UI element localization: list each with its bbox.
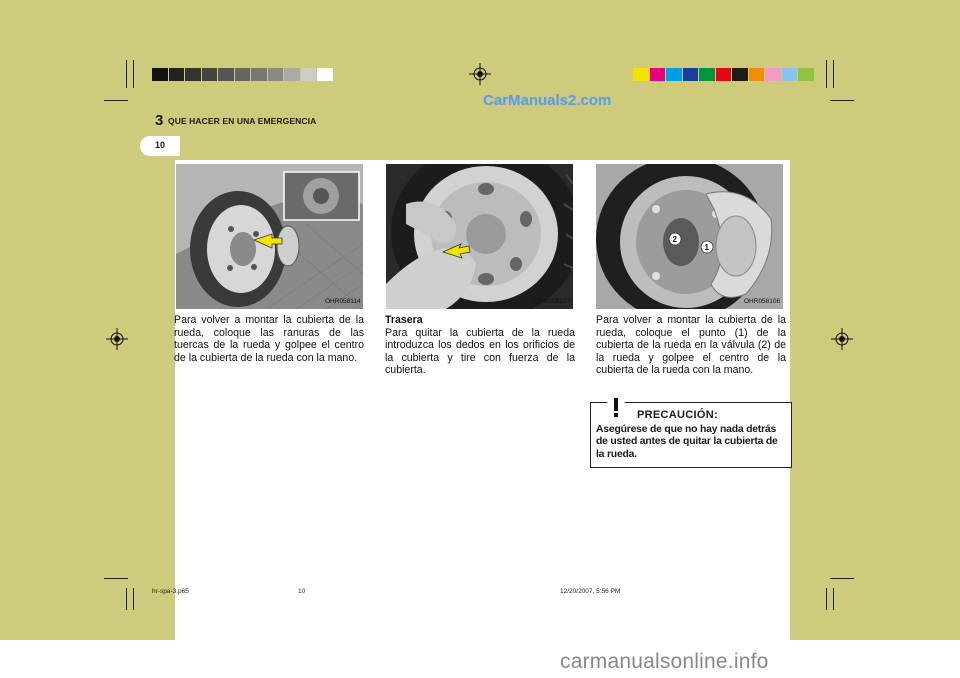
bottom-watermark[interactable]: carmanualsonline.info bbox=[560, 650, 769, 673]
caution-box bbox=[590, 402, 792, 468]
watermark-text[interactable]: CarManuals2.com bbox=[483, 92, 612, 109]
crop-mark bbox=[126, 588, 127, 610]
calibration-swatch bbox=[185, 68, 201, 81]
crop-mark bbox=[104, 578, 128, 579]
calibration-swatch bbox=[732, 68, 748, 81]
color-calibration-bar bbox=[633, 68, 815, 81]
calibration-swatch bbox=[268, 68, 284, 81]
crop-mark bbox=[826, 60, 827, 88]
figure-1-photo bbox=[176, 164, 363, 309]
caution-title: PRECAUCIÓN: bbox=[637, 409, 718, 421]
callout-1: 1 bbox=[704, 243, 709, 252]
crop-mark bbox=[826, 588, 827, 610]
crop-mark bbox=[133, 588, 134, 610]
calibration-swatch bbox=[716, 68, 732, 81]
paragraph-col2-block bbox=[385, 314, 575, 377]
warning-triangle-icon bbox=[597, 389, 635, 421]
paragraph-col2: Para quitar la cubierta de la rueda introduzca los dedos en los orificios de la cubierta y tire con fuerza de la cubierta. bbox=[385, 326, 575, 377]
calibration-swatch bbox=[218, 68, 234, 81]
registration-mark-icon bbox=[469, 63, 491, 85]
footer-file: hr-spa-3.p65 bbox=[152, 588, 189, 595]
calibration-swatch bbox=[202, 68, 218, 81]
crop-mark bbox=[126, 60, 127, 88]
calibration-swatch bbox=[798, 68, 814, 81]
wheel-cover-install-photo-icon bbox=[176, 164, 363, 309]
crop-mark bbox=[833, 588, 834, 610]
paragraph-col3: Para volver a montar la cubierta de la rueda, coloque el punto (1) de la cubierta de la rueda en la válvula (2) de la rueda y golpee el centro de la cubierta de la rueda con la mano. bbox=[596, 314, 786, 377]
calibration-swatch bbox=[235, 68, 251, 81]
calibration-swatch bbox=[633, 68, 649, 81]
calibration-swatch bbox=[782, 68, 798, 81]
figure-1-code: OHR058114 bbox=[325, 298, 361, 305]
calibration-swatch bbox=[765, 68, 781, 81]
grayscale-calibration-bar bbox=[152, 68, 334, 81]
figure-2-photo bbox=[386, 164, 573, 309]
registration-mark-icon bbox=[831, 328, 853, 350]
calibration-swatch bbox=[650, 68, 666, 81]
crop-mark bbox=[104, 100, 128, 101]
section-title: QUE HACER EN UNA EMERGENCIA bbox=[168, 116, 317, 126]
callout-2: 2 bbox=[672, 235, 677, 244]
calibration-swatch bbox=[317, 68, 333, 81]
paragraph-col1: Para volver a montar la cubierta de la rueda, coloque las ranuras de las tuercas de la rueda y golpee el centro de la cubierta de la rueda con la mano. bbox=[174, 314, 364, 364]
calibration-swatch bbox=[301, 68, 317, 81]
wheel-cover-valve-photo-icon bbox=[596, 164, 783, 309]
section-number: 3 bbox=[155, 112, 164, 129]
crop-mark bbox=[133, 60, 134, 88]
wheel-cover-remove-photo-icon bbox=[386, 164, 573, 309]
page-number: 10 bbox=[155, 140, 166, 150]
crop-mark bbox=[830, 100, 854, 101]
registration-mark-icon bbox=[106, 328, 128, 350]
crop-mark bbox=[830, 578, 854, 579]
calibration-swatch bbox=[683, 68, 699, 81]
caution-text: Asegúrese de que no hay nada detrás de usted antes de quitar la cubierta de la rueda. bbox=[596, 424, 778, 460]
crop-mark bbox=[833, 60, 834, 88]
calibration-swatch bbox=[169, 68, 185, 81]
footer-date: 12/20/2007, 5:56 PM bbox=[560, 588, 621, 595]
calibration-swatch bbox=[749, 68, 765, 81]
calibration-swatch bbox=[251, 68, 267, 81]
paragraph-col2-heading: Trasera bbox=[385, 314, 423, 326]
figure-3-code: OHR058106 bbox=[744, 298, 781, 305]
figure-2-code: OHR058107 bbox=[534, 298, 571, 305]
figure-3-photo bbox=[596, 164, 783, 309]
calibration-swatch bbox=[699, 68, 715, 81]
footer-page: 10 bbox=[298, 588, 306, 595]
calibration-swatch bbox=[152, 68, 168, 81]
calibration-swatch bbox=[284, 68, 300, 81]
calibration-swatch bbox=[666, 68, 682, 81]
